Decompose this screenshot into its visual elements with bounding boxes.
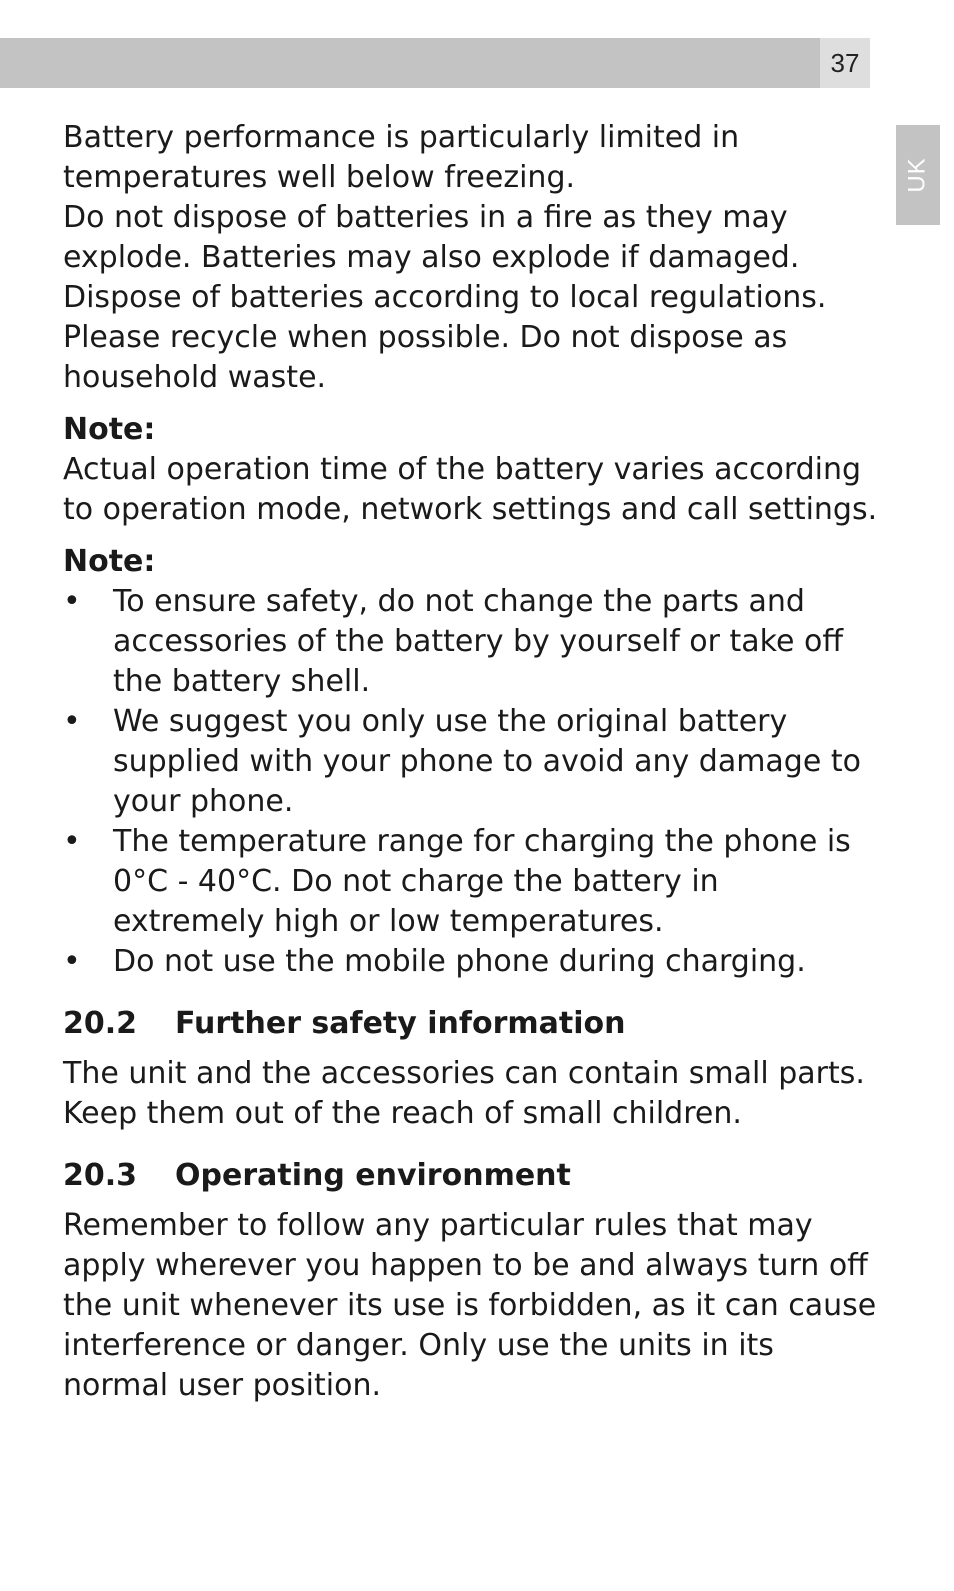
bullet-icon: • [63,944,81,979]
bullet-icon: • [63,704,81,739]
section-title: Operating environment [175,1158,571,1193]
header-bar [0,38,820,88]
list-item [63,942,878,982]
operating-environment-text: Remember to follow any particular rules that may apply wherever you happen to be and always turn off the unit whenever its use is forbidden, as it can cause interference or danger. Only use the units in its normal user position. [63,1208,877,1403]
note-text-1: Actual operation time of the battery varies according to operation mode, network settings and call settings. [63,452,878,527]
note-bullet-list [63,582,878,982]
battery-paragraph-2: Do not dispose of batteries in a fire as they may explode. Batteries may also explode if damaged. Dispose of batteries according to local regulations. Please recycle when possible. Do not dispose as household waste. [63,200,827,395]
section-title: Further safety information [175,1006,626,1041]
section-number: 20.3 [63,1158,138,1193]
list-item [63,582,878,702]
language-tab-label: UK [904,157,931,193]
battery-paragraph-1: Battery performance is particularly limited in temperatures well below freezing. [63,120,740,195]
further-safety-text: The unit and the accessories can contain small parts. Keep them out of the reach of small children. [63,1056,865,1131]
page-content [63,118,878,1406]
bullet-icon: • [63,584,81,619]
list-item [63,702,878,822]
note-label-2: Note: [63,544,156,579]
section-heading-operating-environment [63,1154,878,1198]
language-tab [896,125,940,225]
list-item-text: We suggest you only use the original battery supplied with your phone to avoid any damage to your phone. [113,704,861,819]
list-item-text: Do not use the mobile phone during charging. [113,944,806,979]
note-label-1: Note: [63,412,156,447]
list-item-text: The temperature range for charging the phone is 0°C - 40°C. Do not charge the battery in extremely high or low temperatures. [113,824,851,939]
section-number: 20.2 [63,1006,138,1041]
section-heading-further-safety [63,1002,878,1046]
page-number: 37 [820,38,870,88]
bullet-icon: • [63,824,81,859]
list-item-text: To ensure safety, do not change the parts and accessories of the battery by yourself or take off the battery shell. [113,584,843,699]
list-item [63,822,878,942]
